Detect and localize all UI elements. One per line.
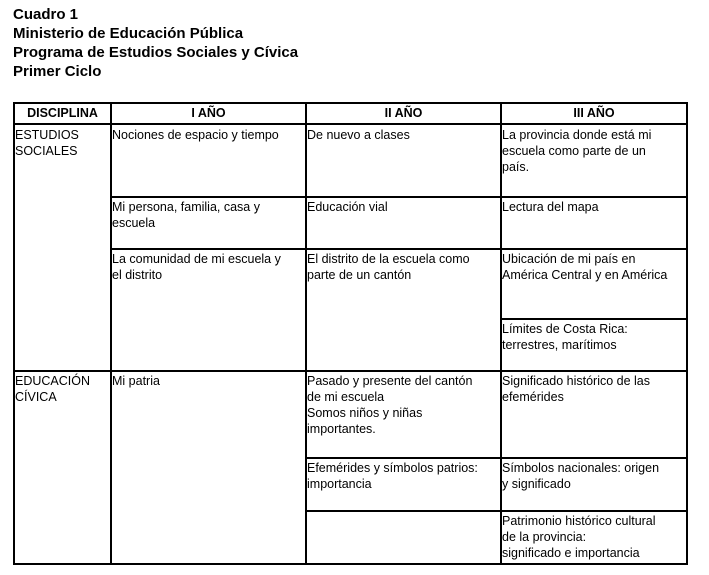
discipline-estudios-sociales: ESTUDIOS SOCIALES bbox=[15, 128, 79, 158]
cell-ec-y2-r1: Pasado y presente del cantón de mi escuela Somos niños y niñas importantes. bbox=[307, 374, 473, 436]
cell-ec-y3-r3: Patrimonio histórico cultural de la provincia: significado e importancia bbox=[502, 514, 656, 560]
cell-ec-y3-r2: Símbolos nacionales: origen y significado bbox=[502, 461, 660, 491]
column-divider bbox=[110, 102, 112, 565]
cell-ec-y3-r1: Significado histórico de las efemérides bbox=[502, 374, 650, 404]
heading-program: Programa de Estudios Sociales y Cívica bbox=[13, 44, 299, 61]
heading-table-number: Cuadro 1 bbox=[13, 6, 79, 23]
cell-es-y2-r1: De nuevo a clases bbox=[307, 128, 410, 142]
row-divider bbox=[306, 510, 688, 512]
cell-ec-y2-r2: Efemérides y símbolos patrios: importancia bbox=[307, 461, 478, 491]
heading-ministry: Ministerio de Educación Pública bbox=[13, 25, 244, 42]
table-border-bottom bbox=[13, 563, 688, 565]
row-divider bbox=[501, 318, 688, 320]
table-border-left bbox=[13, 102, 15, 565]
row-divider bbox=[306, 457, 688, 459]
header-divider bbox=[13, 123, 688, 125]
header-i-ano: I AÑO bbox=[191, 106, 226, 120]
heading-cycle: Primer Ciclo bbox=[13, 63, 102, 80]
cell-es-y3-r4: Límites de Costa Rica: terrestres, marítimos bbox=[502, 322, 628, 352]
cell-ec-y1-r1: Mi patria bbox=[112, 374, 160, 388]
cell-es-y2-r3: El distrito de la escuela como parte de un cantón bbox=[307, 252, 470, 282]
cell-es-y3-r3: Ubicación de mi país en América Central y en América bbox=[502, 252, 668, 282]
cell-es-y1-r1: Nociones de espacio y tiempo bbox=[112, 128, 279, 142]
header-disciplina: DISCIPLINA bbox=[27, 106, 98, 120]
header-iii-ano: III AÑO bbox=[573, 106, 615, 120]
cell-es-y2-r2: Educación vial bbox=[307, 200, 388, 214]
cell-es-y1-r2: Mi persona, familia, casa y escuela bbox=[112, 200, 260, 230]
cell-es-y3-r2: Lectura del mapa bbox=[502, 200, 599, 214]
cell-es-y3-r1: La provincia donde está mi escuela como parte de un país. bbox=[502, 128, 652, 174]
discipline-educacion-civica: EDUCACIÓN CÍVICA bbox=[15, 374, 91, 404]
header-ii-ano: II AÑO bbox=[384, 106, 423, 120]
cell-es-y1-r3: La comunidad de mi escuela y el distrito bbox=[112, 252, 281, 282]
column-divider bbox=[305, 102, 307, 565]
row-divider bbox=[111, 196, 688, 198]
row-divider bbox=[111, 248, 688, 250]
section-divider bbox=[13, 370, 688, 372]
